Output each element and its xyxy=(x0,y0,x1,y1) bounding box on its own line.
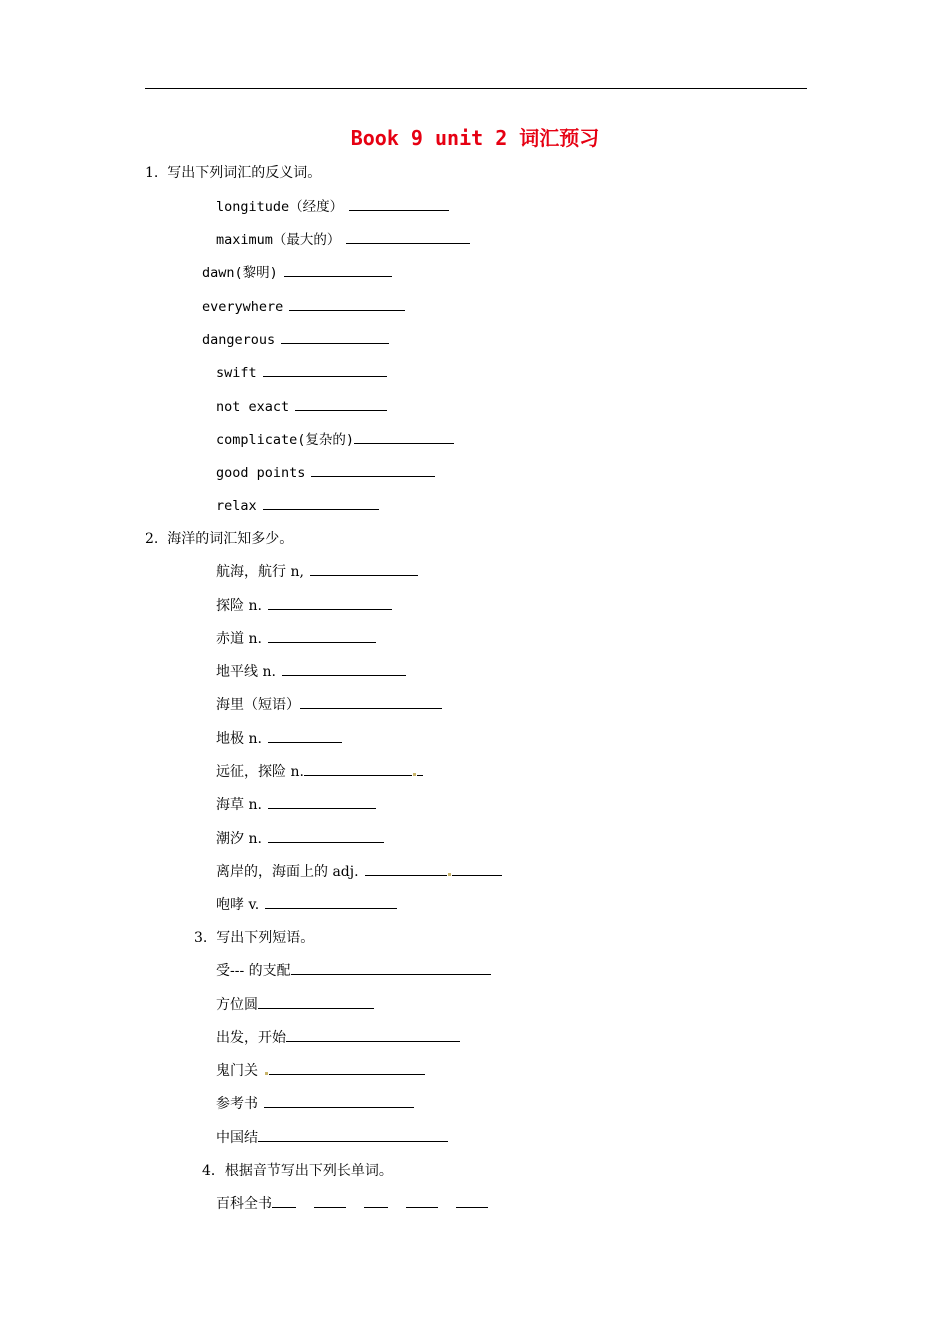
item-label: good points xyxy=(216,465,306,481)
answer-blank[interactable] xyxy=(354,431,454,444)
item-label: 咆哮 v. xyxy=(216,897,260,913)
answer-blank[interactable] xyxy=(265,896,397,909)
dot-mark xyxy=(413,773,416,776)
answer-blank[interactable] xyxy=(304,763,412,776)
answer-blank[interactable] xyxy=(311,464,435,477)
antonym-item-8 xyxy=(216,429,454,451)
phrase-item-3 xyxy=(216,1027,460,1049)
answer-blank[interactable] xyxy=(346,231,470,244)
item-label: not exact xyxy=(216,399,290,415)
header-rule xyxy=(145,88,807,89)
item-label: everywhere xyxy=(202,299,284,315)
item-label: 远征，探险 n. xyxy=(216,764,304,780)
answer-blank[interactable] xyxy=(452,863,502,876)
antonym-item-10 xyxy=(216,495,379,517)
answer-blank[interactable] xyxy=(268,830,384,843)
ocean-item-2 xyxy=(216,595,392,617)
answer-blank[interactable] xyxy=(291,962,491,975)
item-label: relax xyxy=(216,498,257,514)
antonym-item-7 xyxy=(216,396,387,418)
ocean-item-10 xyxy=(216,861,502,883)
answer-blank[interactable] xyxy=(289,298,405,311)
item-label: dawn(黎明) xyxy=(202,265,278,281)
item-label: 地极 n. xyxy=(216,731,262,747)
item-label: swift xyxy=(216,365,257,381)
item-label: complicate(复杂的) xyxy=(216,432,355,448)
answer-blank[interactable] xyxy=(286,1029,460,1042)
section-3-heading: 3. 写出下列短语。 xyxy=(194,930,315,946)
section-1-heading: 1. 写出下列词汇的反义词。 xyxy=(145,165,322,181)
syllable-blank-1[interactable] xyxy=(272,1195,296,1208)
ocean-item-3 xyxy=(216,628,376,650)
ocean-item-11 xyxy=(216,894,397,916)
answer-blank[interactable] xyxy=(281,331,389,344)
phrase-item-5 xyxy=(216,1093,414,1115)
answer-blank[interactable] xyxy=(268,597,392,610)
answer-blank[interactable] xyxy=(300,696,442,709)
item-label: 航海，航行 n, xyxy=(216,564,304,580)
item-label: 中国结 xyxy=(216,1130,258,1146)
item-label: 离岸的，海面上的 adj. xyxy=(216,864,359,880)
answer-blank[interactable] xyxy=(258,996,374,1009)
item-label: longitude（经度） xyxy=(216,199,344,215)
page-title: Book 9 unit 2 词汇预习 xyxy=(350,126,600,150)
phrase-item-6 xyxy=(216,1127,448,1149)
antonym-item-6 xyxy=(216,362,387,384)
item-label: 海草 n. xyxy=(216,797,262,813)
dot-mark xyxy=(448,873,451,876)
item-label: 百科全书 xyxy=(216,1196,272,1212)
dot-mark xyxy=(265,1072,268,1075)
item-label: maximum（最大的） xyxy=(216,232,341,248)
antonym-item-9 xyxy=(216,462,435,484)
answer-blank[interactable] xyxy=(263,497,379,510)
item-label: 受--- 的支配 xyxy=(216,963,291,979)
answer-blank[interactable] xyxy=(264,1095,414,1108)
ocean-item-5 xyxy=(216,694,442,716)
syllable-blank-3[interactable] xyxy=(364,1195,388,1208)
answer-blank[interactable] xyxy=(295,398,387,411)
item-label: 探险 n. xyxy=(216,598,262,614)
answer-blank[interactable] xyxy=(268,630,376,643)
ocean-item-4 xyxy=(216,661,406,683)
answer-blank[interactable] xyxy=(258,1129,448,1142)
item-label: 海里（短语） xyxy=(216,697,300,713)
ocean-item-9 xyxy=(216,828,384,850)
section-4-heading: 4．根据音节写出下列长单词。 xyxy=(202,1163,393,1179)
phrase-item-4 xyxy=(216,1060,425,1082)
item-label: 出发，开始 xyxy=(216,1030,286,1046)
antonym-item-2 xyxy=(216,229,470,251)
answer-blank[interactable] xyxy=(269,1062,425,1075)
answer-blank[interactable] xyxy=(310,563,418,576)
ocean-item-8 xyxy=(216,794,376,816)
answer-blank[interactable] xyxy=(282,663,406,676)
answer-blank[interactable] xyxy=(263,364,387,377)
phrase-item-1 xyxy=(216,960,491,982)
answer-blank[interactable] xyxy=(365,863,447,876)
ocean-item-1 xyxy=(216,561,418,583)
syllable-item-1 xyxy=(216,1193,488,1215)
answer-blank[interactable] xyxy=(268,730,342,743)
item-label: 方位圆 xyxy=(216,997,258,1013)
syllable-blank-5[interactable] xyxy=(456,1195,488,1208)
antonym-item-4 xyxy=(202,296,405,318)
ocean-item-6 xyxy=(216,728,342,750)
item-label: 赤道 n. xyxy=(216,631,262,647)
antonym-item-5 xyxy=(202,329,389,351)
antonym-item-1 xyxy=(216,196,449,218)
phrase-item-2 xyxy=(216,994,374,1016)
syllable-blank-4[interactable] xyxy=(406,1195,438,1208)
item-label: 鬼门关 xyxy=(216,1063,258,1079)
ocean-item-7 xyxy=(216,761,423,783)
item-label: dangerous xyxy=(202,332,276,348)
item-label: 地平线 n. xyxy=(216,664,276,680)
answer-blank[interactable] xyxy=(284,264,392,277)
item-label: 参考书 xyxy=(216,1096,258,1112)
answer-blank[interactable] xyxy=(417,763,423,776)
answer-blank[interactable] xyxy=(268,796,376,809)
antonym-item-3 xyxy=(202,262,392,284)
section-2-heading: 2. 海洋的词汇知多少。 xyxy=(145,531,294,547)
item-label: 潮汐 n. xyxy=(216,831,262,847)
syllable-blank-2[interactable] xyxy=(314,1195,346,1208)
answer-blank[interactable] xyxy=(349,198,449,211)
